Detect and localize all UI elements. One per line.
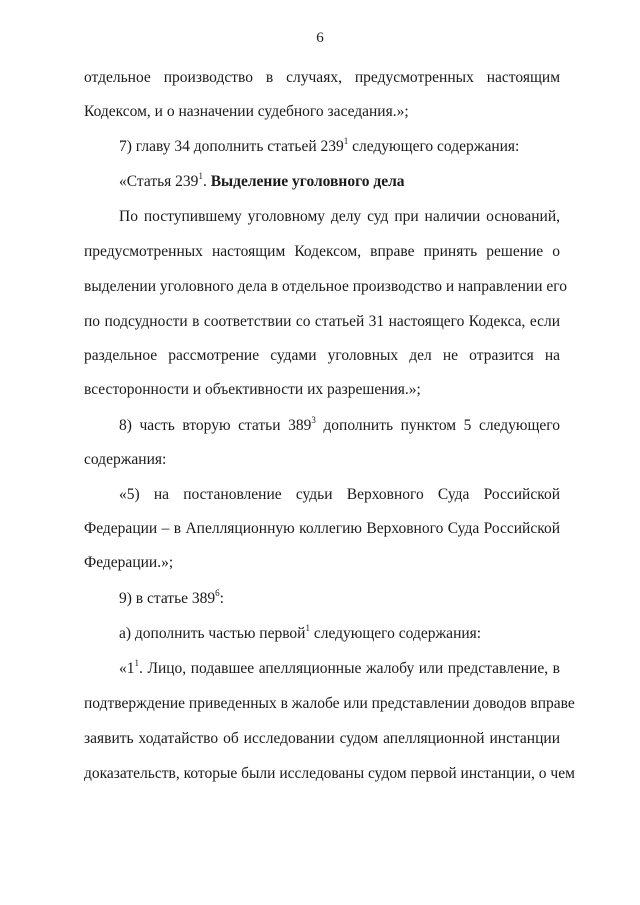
superscript: 1	[198, 170, 203, 181]
list-item-8: 8) часть вторую статьи $389^3$ дополнить пунктом 5 следующего	[119, 414, 560, 434]
article-heading: «Статья $239^1$. Выделение уголовного дела	[119, 170, 405, 190]
superscript: 6	[215, 587, 220, 598]
text-line: доказательств, которые были исследованы судом первой инстанции, о чем	[84, 765, 575, 782]
list-item-9: 9) в статье $389^6$:	[119, 587, 224, 607]
superscript: 1	[343, 135, 349, 146]
text-line: всесторонности и объективности их разрешения.»;	[84, 381, 421, 398]
text-line: заявить ходатайство об исследовании судом апелляционной инстанции	[84, 730, 560, 747]
text-line: раздельное рассмотрение судами уголовных дел не отразится на	[84, 347, 560, 364]
text-line: предусмотренных настоящим Кодексом, вправе принять решение о	[84, 243, 560, 260]
text-line: «$1^1$. Лицо, подавшее апелляционные жалобу или представление, в	[119, 657, 560, 677]
text-line: По поступившему уголовному делу суд при наличии оснований,	[119, 208, 560, 225]
text-line: содержания:	[84, 451, 167, 468]
sub-item-a: а) дополнить частью первой$^1$ следующего содержания:	[119, 622, 482, 642]
text-line: по подсудности в соответствии со статьей 31 настоящего Кодекса, если	[84, 313, 560, 330]
page-number: 6	[316, 30, 324, 46]
text-line: Федерации.»;	[84, 554, 174, 571]
text-line: отдельное производство в случаях, предусмотренных настоящим	[84, 69, 560, 86]
text-line: выделении уголовного дела в отдельное производство и направлении его	[84, 278, 567, 295]
list-item-7: 7) главу 34 дополнить статьей $239^1$ следующего содержания:	[119, 135, 520, 155]
text-line: подтверждение приведенных в жалобе или представлении доводов вправе	[84, 695, 575, 712]
text-line: «5) на постановление судьи Верховного Суда Российской	[119, 486, 560, 503]
article-title: Выделение уголовного дела	[210, 173, 405, 190]
superscript: 3	[311, 414, 316, 425]
superscript: 1	[305, 622, 310, 633]
text-line: Кодексом, и о назначении судебного заседания.»;	[84, 103, 409, 120]
text-line: Федерации – в Апелляционную коллегию Верховного Суда Российской	[84, 520, 560, 537]
superscript: 1	[134, 657, 139, 668]
